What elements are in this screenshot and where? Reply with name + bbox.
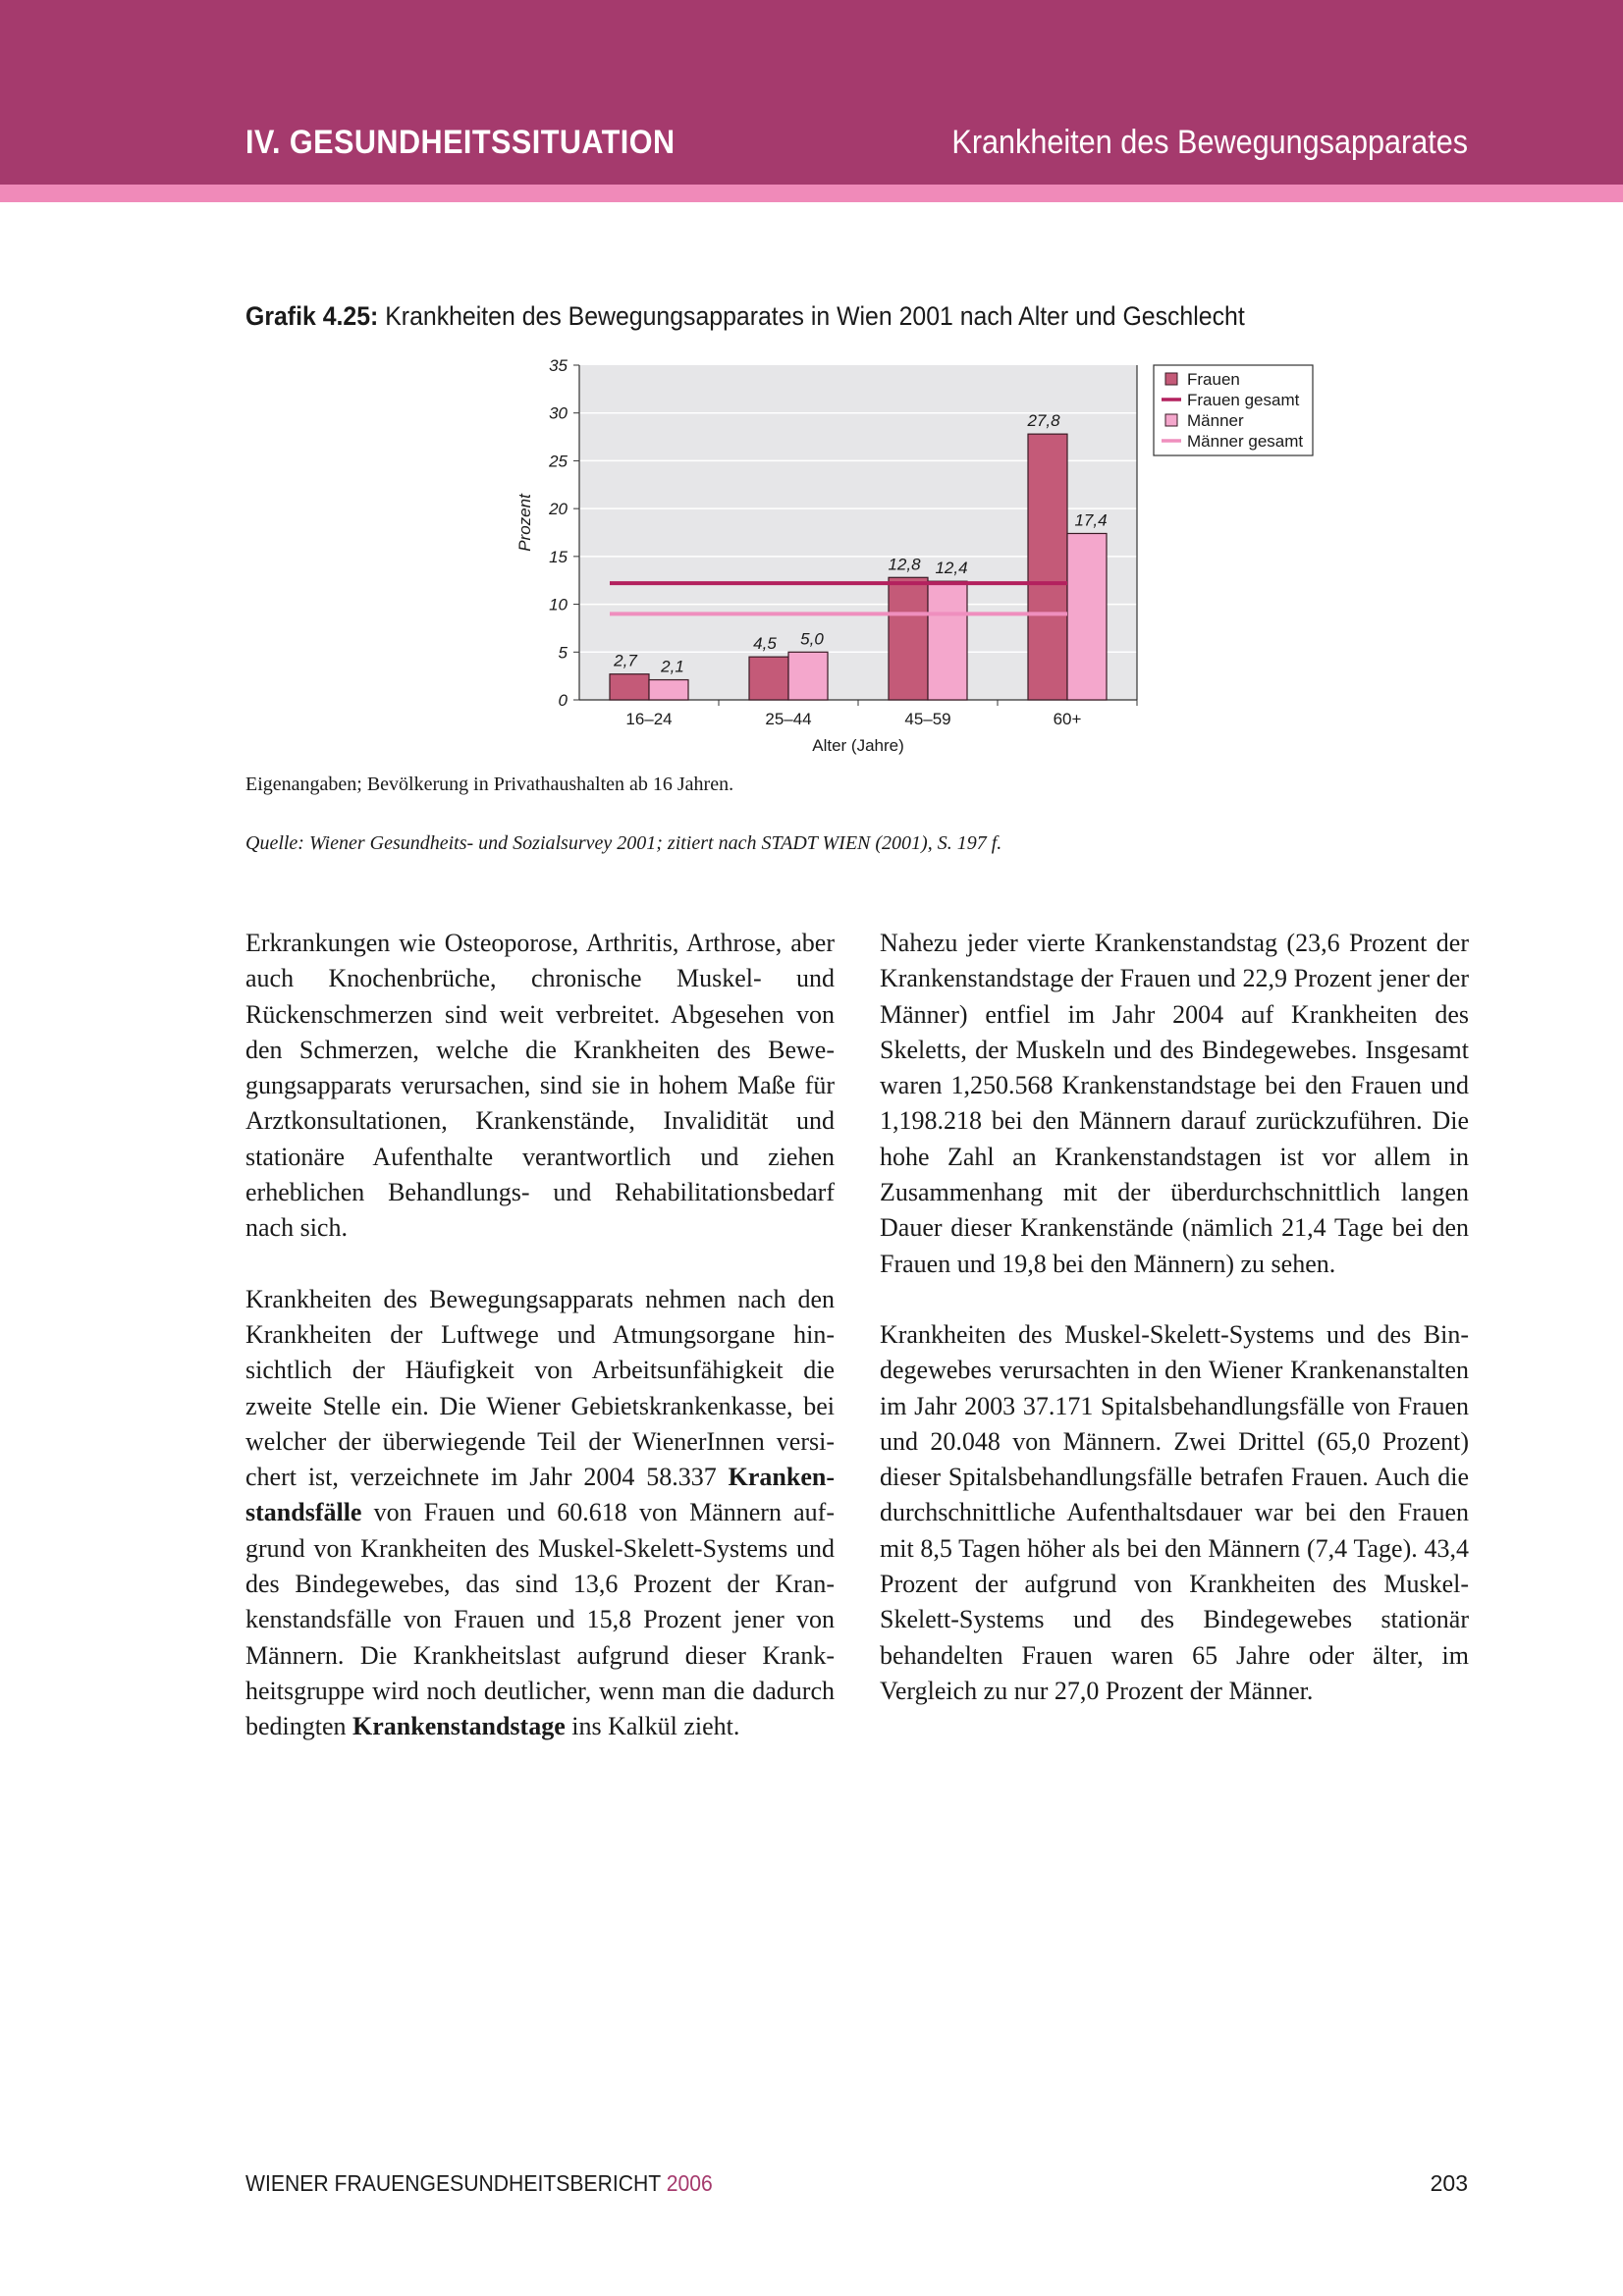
legend-label: Männer gesamt xyxy=(1187,432,1304,451)
basis-note: Eigenangaben; Bevölkerung in Privathaushalten ab 16 Jahren. xyxy=(245,774,734,795)
y-tick-label: 30 xyxy=(549,403,568,423)
body-column-right xyxy=(880,926,1469,1744)
x-axis-title: Alter (Jahre) xyxy=(812,736,904,755)
body-column-left xyxy=(245,926,835,1781)
section-title: IV. GESUNDHEITSSITUATION xyxy=(245,124,676,161)
bar-frauen xyxy=(1028,434,1067,700)
y-tick-label: 10 xyxy=(549,595,568,614)
y-tick-label: 35 xyxy=(549,356,568,375)
bar-männer xyxy=(649,680,688,700)
legend-swatch xyxy=(1165,373,1177,385)
y-tick-label: 20 xyxy=(549,500,568,519)
y-tick-label: 25 xyxy=(549,452,568,471)
bar-value-label: 12,4 xyxy=(935,559,968,578)
bar-frauen xyxy=(889,577,928,700)
footer-title: WIENER FRAUENGESUNDHEITSBERICHT 2006 xyxy=(245,2170,713,2196)
y-axis-title: Prozent xyxy=(515,494,534,552)
x-tick-label: 45–59 xyxy=(904,710,951,728)
bar-value-label: 27,8 xyxy=(1027,411,1060,431)
figure-caption-text: Krankheiten des Bewegungsapparates in Wien 2001 nach Alter und Geschlecht xyxy=(385,301,1245,331)
legend-swatch xyxy=(1165,414,1177,426)
bar-frauen xyxy=(610,674,649,700)
bar-value-label: 2,1 xyxy=(661,657,684,676)
bar-frauen xyxy=(749,657,788,700)
x-tick-label: 25–44 xyxy=(765,710,812,728)
bar-männer xyxy=(1067,533,1107,700)
bar-männer xyxy=(928,581,967,700)
bold-term: Krankenstandsfälle xyxy=(245,1463,835,1527)
y-tick-label: 0 xyxy=(558,691,568,710)
bar-value-label: 2,7 xyxy=(614,651,637,670)
y-tick-label: 15 xyxy=(549,547,568,566)
bar-value-label: 5,0 xyxy=(800,629,824,649)
paragraph: Erkrankungen wie Osteoporose, Arthritis, Arthrose, aber auch Knochenbrüche, chronische Muskel- und Rückenschmerzen sind weit verbreitet. Abgesehen von den Schmerzen, welche die Krankheiten des Bewegungsapparats verursachen, sind sie in hohem Maße für Arztkonsultationen, Krankenstände, Invalidität und stationäre Aufenthalte verantwortlich und ziehen erheblichen Behandlungs- und Rehabilitationsbedarf nach sich. xyxy=(245,929,835,1243)
page-number: 203 xyxy=(1430,2170,1468,2196)
figure-label: Grafik 4.25: xyxy=(245,301,379,331)
bold-term: Krankenstandstage xyxy=(352,1712,566,1741)
y-tick-label: 5 xyxy=(558,643,568,663)
source-note: Quelle: Wiener Gesundheits- und Sozialsurvey 2001; zitiert nach STADT WIEN (2001), S. 197 f. xyxy=(245,832,1002,854)
x-tick-label: 16–24 xyxy=(625,710,673,728)
paragraph: Krankheiten des Bewegungsapparats nehmen nach den Krankheiten der Luftwege und Atmungsorgane hinsichtlich der Häufigkeit von Arbeitsunfähigkeit die zweite Stelle ein. Die Wiener Gebietskrankenkasse, bei welcher der überwiegende Teil der WienerInnen versichert ist, verzeichnete im Jahr 2004 58.337 Krankenstandsfälle von Frauen und 60.618 von Männern aufgrund von Krankheiten des Muskel-Skelett-Systems und des Bindegewebes, das sind 13,6 Prozent der Krankenstandsfälle von Frauen und 15,8 Prozent jener von Männern. Die Krankheitslast aufgrund dieser Krankheitsgruppe wird noch deutlicher, wenn man die dadurch bedingten Krankenstandstage ins Kalkül zieht. xyxy=(245,1284,835,1741)
x-tick-label: 60+ xyxy=(1053,710,1082,728)
bar-männer xyxy=(788,652,828,700)
footer-year: 2006 xyxy=(666,2170,713,2196)
bar-value-label: 17,4 xyxy=(1074,510,1108,530)
legend-label: Frauen gesamt xyxy=(1187,391,1300,409)
paragraph: Nahezu jeder vierte Krankenstandstag (23,6 Prozent der Krankenstandstage der Frauen und 22,9 Prozent jener der Männer) entfiel im Jahr 2004 auf Krankheiten des Skeletts, der Muskeln und des Bindegewebes. Insgesamt waren 1,250.568 Krankenstandstage bei den Frauen und 1,198.218 bei den Männern darauf zurückzuführen. Die hohe Zahl an Krankenstandstagen ist vor allem in Zusammenhang mit der überdurchschnittlich langen Dauer dieser Krankenstände (nämlich 21,4 Tage bei den Frauen und 19,8 bei den Männern) zu sehen. xyxy=(880,929,1469,1278)
legend-label: Frauen xyxy=(1187,370,1240,389)
bar-value-label: 4,5 xyxy=(753,634,777,654)
legend-label: Männer xyxy=(1187,411,1244,430)
bar-chart xyxy=(0,0,1623,785)
topic-title: Krankheiten des Bewegungsapparates xyxy=(951,124,1468,161)
paragraph: Krankheiten des Muskel-Skelett-Systems und des Bindegewebes verursachten in den Wiener Krankenanstalten im Jahr 2003 37.171 Spitalsbehandlungsfälle von Frauen und 20.048 von Männern. Zwei Drittel (65,0 Prozent) dieser Spitalsbehandlungsfälle betrafen Frauen. Auch die durchschnittliche Aufenthaltsdauer war bei den Frauen mit 8,5 Tagen höher als bei den Männern (7,4 Tage). 43,4 Prozent der aufgrund von Krankheiten des Muskel-Skelett-Systems und des Bindegewebes stationär behandelten Frauen waren 65 Jahre oder älter, im Vergleich zu nur 27,0 Prozent der Männer. xyxy=(880,1319,1469,1705)
bar-value-label: 12,8 xyxy=(888,555,921,574)
